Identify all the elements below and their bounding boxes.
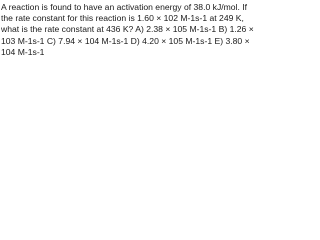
question-text: A reaction is found to have an activation energy of 38.0 kJ/mol. If the rate constant for this reaction is 1.60 × 102 M-1s-1 at 249 K, what is the rate constant at 436 K? A) 2.38 × 105 M-1s-1 B) 1.26 × 103 M-1s-1 C) 7.94 × 104 M-1s-1 D) 4.20 × 105 M-1s-1 E) 3.80 × 104 M-1s-1 [1, 2, 254, 57]
